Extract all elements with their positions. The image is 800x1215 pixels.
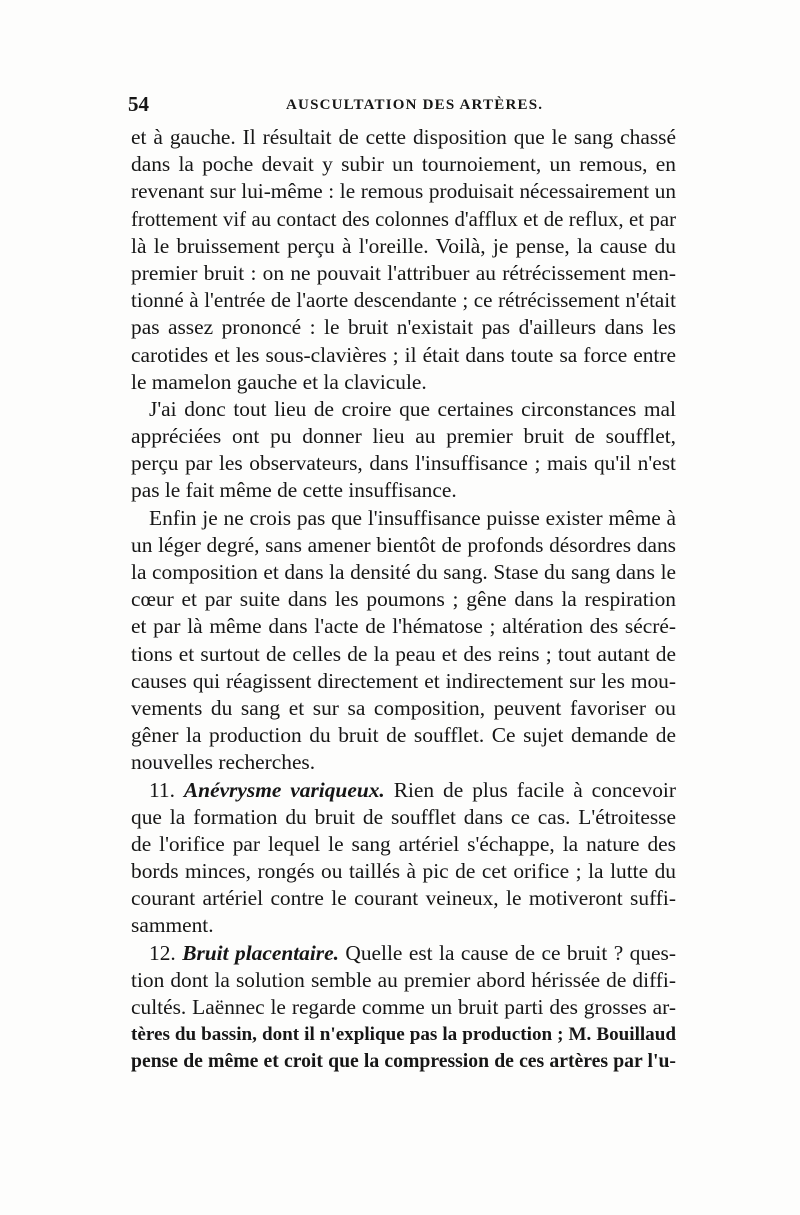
text-line: premier bruit : on ne pouvait l'attribuer au rétrécissement men- <box>131 260 676 285</box>
text-line: appréciées ont pu donner lieu au premier bruit de soufflet, <box>131 424 676 449</box>
section-line <box>131 777 676 804</box>
section-number: 11. <box>149 777 175 802</box>
text-line: dans la poche devait y subir un tournoiement, un remous, en <box>131 152 676 177</box>
section-heading: Anévrysme variqueux. <box>183 777 385 802</box>
text-line: frottement vif au contact des colonnes d'afflux et de reflux, et par <box>131 207 676 231</box>
text-line: vements du sang et sur sa composition, peuvent favoriser ou <box>131 695 676 720</box>
text-line: pas le fait même de cette insuffisance. <box>131 478 457 503</box>
text-line: et par là même dans l'acte de l'hématose ; altération des sécré- <box>131 614 676 639</box>
text-line: courant artériel contre le courant veineux, le motiveront suffi- <box>131 886 676 911</box>
section-heading: Bruit placentaire. <box>182 940 339 965</box>
text-line: Enfin je ne crois pas que l'insuffisance puisse exister même à <box>149 505 676 530</box>
text-line: de l'orifice par lequel le sang artériel s'échappe, la nature des <box>131 831 676 856</box>
text-line: cœur et par suite dans les poumons ; gêne dans la respiration <box>131 587 676 612</box>
text-line: causes qui réagissent directement et indirectement sur les mou- <box>131 668 676 693</box>
running-title: AUSCULTATION DES ARTÈRES. <box>286 97 544 113</box>
text-line: gêner la production du bruit de soufflet. Ce sujet demande de <box>131 723 676 748</box>
text-line: cultés. Laënnec le regarde comme un bruit parti des grosses ar- <box>131 995 676 1019</box>
text-line: carotides et les sous-clavières ; il était dans toute sa force entre <box>131 342 676 367</box>
text-line: revenant sur lui-même : le remous produisait nécessairement un <box>131 179 676 204</box>
text-line: tions et surtout de celles de la peau et des reins ; tout autant de <box>131 641 676 666</box>
text-line: nouvelles recherches. <box>131 750 316 775</box>
text-line: samment. <box>131 913 214 938</box>
section-line <box>131 940 676 967</box>
section-text: Quelle est la cause de ce bruit ? ques- <box>345 940 676 965</box>
running-head <box>128 92 676 120</box>
text-line: la composition et dans la densité du sang. Stase du sang dans le <box>131 560 676 584</box>
text-line: tionné à l'entrée de l'aorte descendante ; ce rétrécissement n'était <box>131 288 676 313</box>
body-text <box>131 124 676 1076</box>
text-line: pense de même et croit que la compression de ces artères par l'u- <box>131 1050 676 1073</box>
text-line: le mamelon gauche et la clavicule. <box>131 369 427 394</box>
text-line: là le bruissement perçu à l'oreille. Voilà, je pense, la cause du <box>131 233 676 258</box>
text-line: tères du bassin, dont il n'explique pas la production ; M. Bouillaud <box>131 1024 676 1046</box>
text-line: J'ai donc tout lieu de croire que certaines circonstances mal <box>149 396 676 421</box>
text-line: un léger degré, sans amener bientôt de profonds désordres dans <box>131 532 676 557</box>
text-line: pas assez prononcé : le bruit n'existait pas d'ailleurs dans les <box>131 315 676 340</box>
section-number: 12. <box>149 940 176 965</box>
section-text: Rien de plus facile à concevoir <box>393 777 676 802</box>
text-line: tion dont la solution semble au premier abord hérissée de diffi- <box>131 967 676 992</box>
text-line: perçu par les observateurs, dans l'insuffisance ; mais qu'il n'est <box>131 451 676 476</box>
text-line: bords minces, rongés ou taillés à pic de cet orifice ; la lutte du <box>131 859 676 884</box>
page-number: 54 <box>128 92 149 116</box>
text-line: et à gauche. Il résultait de cette disposition que le sang chassé <box>131 125 676 149</box>
text-line: que la formation du bruit de soufflet dans ce cas. L'étroitesse <box>131 804 676 829</box>
